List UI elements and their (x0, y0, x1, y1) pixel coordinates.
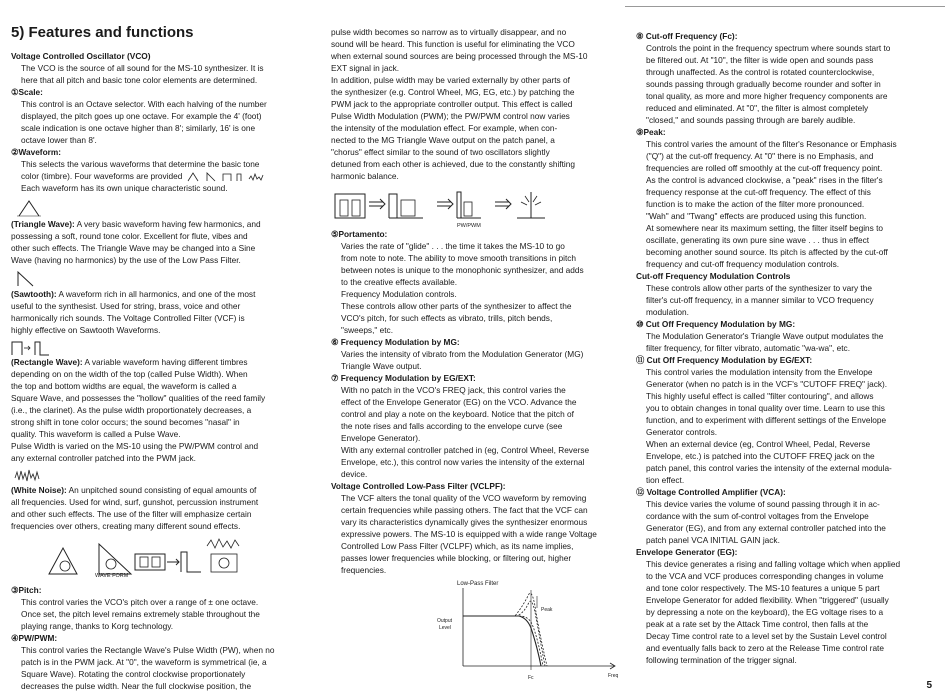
text-line: harmonic balance. (331, 171, 399, 181)
text-line: This highly useful effect is called "filter contouring", and allows (646, 391, 874, 401)
cf-eg-heading: ⑪ Cut Off Frequency Modulation by EG/EXT: (636, 355, 813, 365)
triangle-wave-icon (17, 198, 41, 218)
text-line: Generator (EG), and from any external controller patched into the (646, 523, 886, 533)
text-line: Each waveform has its own unique characteristic sound. (21, 183, 228, 193)
text-line: PWM jack to the appropriate controller output. This effect is called (331, 99, 573, 109)
text-line: Pulse Width is varied on the MS-10 using the PW/PWM control and (11, 441, 259, 451)
wave-form-drawing (11, 536, 311, 578)
text-line: This control varies the modulation intensity from the Envelope (646, 367, 873, 377)
text-line: when external sound sources are being processed through the MS-10 (331, 51, 588, 61)
text-line: sound will be heard. This function is useful for eliminating the VCO (331, 39, 575, 49)
text-line: This control varies the Rectangle Wave's Pulse Width (PW), when no (21, 645, 275, 655)
text-line: other such effects. The Triangle Wave may be changed into a Sine (11, 243, 256, 253)
page-number: 5 (926, 680, 932, 691)
text-line: The VCO is the source of all sound for the MS-10 synthesizer. It is (21, 63, 264, 73)
cfm-text (636, 282, 944, 318)
text-line: Square Wave). Rotating the control clockwise proportionately (21, 669, 246, 679)
text-line: VCO's pitch, for such effects as vibrato, trills, pitch bends, (341, 313, 553, 323)
lpf-fc-label: Fc (528, 675, 534, 681)
text-line: This device varies the volume of sound passing through it in ac- (646, 499, 880, 509)
text-line: following termination of the trigger signal. (646, 655, 797, 665)
rectangle-lead: (Rectangle Wave): (11, 357, 83, 367)
text-line: patch panel, this control varies the intensity of the external modula- (646, 463, 892, 473)
waveform-icons (185, 172, 275, 182)
fm-eg-heading: ⑦ Frequency Modulation by EG/EXT: (331, 373, 476, 383)
text-line: "Wah" and "Twang" effects are produced using this function. (646, 211, 867, 221)
waveform-text (11, 158, 311, 194)
pwpwm-text (11, 644, 311, 692)
text-line: filter frequency, for filter vibrato, automatic "wa-wa", etc. (646, 343, 851, 353)
section-title: 5) Features and functions (11, 24, 194, 41)
vcf-heading: Voltage Controlled Low-Pass Filter (VCLPF): (331, 481, 506, 491)
portamento-heading: ⑤Portamento: (331, 229, 388, 239)
text-line: to the creative effects available. (341, 277, 458, 287)
triangle-lead: (Triangle Wave): (11, 219, 75, 229)
text-line: between notes is unique to the monophonic synthesizer, and adds (341, 265, 584, 275)
wave-form-label: WAVE FORM (95, 573, 129, 579)
text-line: frequency response at the cut-off frequency. The effect of this (646, 187, 871, 197)
text-span: A variable waveform having different timbres (82, 357, 248, 367)
text-line: quality. This waveform is called a Pulse Wave. (11, 429, 181, 439)
top-rule (625, 6, 945, 7)
text-line: you to obtain changes in tonal quality over time. Learn to use this (646, 403, 885, 413)
text-line: by depressing a note on the keyboard), the EG voltage rises to a (646, 607, 884, 617)
triangle-paragraph (11, 218, 311, 230)
peak-heading: ⑨Peak: (636, 127, 666, 137)
text-line: function is to make the action of the filter more pronounced. (646, 199, 865, 209)
fm-mg-text (331, 348, 619, 372)
text-line: patch is in the PWM jack. At "0", the waveform is symmetrical (ie, a (21, 657, 267, 667)
portamento-text (331, 240, 619, 336)
pitch-heading: ③Pitch: (11, 585, 42, 595)
vca-heading: ⑫ Voltage Controlled Amplifier (VCA): (636, 487, 786, 497)
text-line: Once set, the pitch level remains extremely stable throughout the (21, 609, 260, 619)
text-line: highly effective on Sawtooth Waveforms. (11, 325, 161, 335)
text-line: pulse width becomes so narrow as to virtually disappear, and no (331, 27, 567, 37)
text-line: Envelope, etc.) is patched into the CUTOFF FREQ jack on the (646, 451, 875, 461)
scale-heading: ①Scale: (11, 87, 43, 97)
text-line: certain frequencies while passing others. The fact that the VCF can (341, 505, 588, 515)
text-line: any external controller patched into the PWM jack. (11, 453, 196, 463)
peak-text (636, 138, 944, 270)
text-line: Envelope Generator). (341, 433, 421, 443)
white-noise-icon (13, 468, 43, 484)
text-line: Envelope Generator for added flexibility. When "triggered" (usually (646, 595, 889, 605)
text-line: tonal quality, as more and more higher frequency components are (646, 91, 888, 101)
text-line: the intensity of the modulation effect. For example, when con- (331, 123, 558, 133)
cutoff-heading: ⑧ Cut-off Frequency (Fc): (636, 31, 738, 41)
text-span: A waveform rich in all harmonics, and one of the most (56, 289, 256, 299)
text-line: scale indication is one octave higher than 8'; similarly, 16' is one (21, 123, 256, 133)
text-line: cordance with the sum of-control voltages from the Envelope (646, 511, 869, 521)
cf-eg-text (636, 366, 944, 486)
text-line: function, and to experiment with different settings of the Envelope (646, 415, 887, 425)
text-line: effect of the Envelope Generator (EG) on the VCO. Advance the (341, 397, 577, 407)
text-line: Frequency Modulation controls. (341, 289, 457, 299)
text-line: the note rises and falls according to the envelope curve (see (341, 421, 563, 431)
text-line: here that all pitch and basic tone color elements are determined. (21, 75, 258, 85)
rectangle-paragraph (11, 356, 311, 368)
lpf-plot (459, 586, 619, 676)
text-line: filter's cut-off frequency, in a manner similar to VCO frequency (646, 295, 874, 305)
text-line: The VCF alters the tonal quality of the VCO waveform by removing (341, 493, 587, 503)
text-line: Varies the intensity of vibrato from the Modulation Generator (MG) (341, 349, 584, 359)
pwpwm-illustration (331, 186, 619, 229)
text-line: "closed," and sounds passing through are barely audible. (646, 115, 856, 125)
text-line: frequencies. (341, 565, 387, 575)
text-line: Square Wave, and possesses the "hollow" qualities of the reed family (11, 393, 266, 403)
text-line: ("Q") at the cut-off frequency. At "0" there is no Emphasis, and (646, 151, 874, 161)
text-line: These controls allow other parts of the synthesizer to vary the (646, 283, 872, 293)
text-line: octave lower than 8'. (21, 135, 97, 145)
text-line: Varies the rate of "glide" . . . the time it takes the MS-10 to go (341, 241, 565, 251)
text-line: playing range, thanks to Korg technology. (21, 621, 174, 631)
text-line: These controls allow other parts of the synthesizer to affect the (341, 301, 572, 311)
text-line: becoming another sound source. Its pitch is affected by the cut-off (646, 247, 888, 257)
text-line: Generator controls. (646, 427, 718, 437)
cfm-heading: Cut-off Frequency Modulation Controls (636, 271, 791, 281)
scale-text (11, 98, 311, 146)
text-line: The Modulation Generator's Triangle Wave output modulates the (646, 331, 884, 341)
text-line: and eventually falls back to zero at the Release Time control rate (646, 643, 884, 653)
text-line: This selects the various waveforms that determine the basic tone (21, 159, 260, 169)
text-line: Decay Time control rate to a level set by the Sustain Level control (646, 631, 887, 641)
text-line: "chorus" effect similar to the sound of two oscillators slightly (331, 147, 550, 157)
text-line: This control varies the VCO's pitch over a range of ± one octave. (21, 597, 259, 607)
text-line: harmonically rich sounds. The Voltage Controlled Filter (VCF) is (11, 313, 245, 323)
text-line: from note to note. The ability to move smooth transitions in pitch (341, 253, 577, 263)
fm-mg-heading: ⑥ Frequency Modulation by MG: (331, 337, 460, 347)
text-span: An unpitched sound consisting of equal amounts of (66, 485, 257, 495)
text-line (21, 170, 311, 182)
text-line: This control varies the amount of the filter's Resonance or Emphasis (646, 139, 897, 149)
text-line: oscillate, generating its own pure sine wave . . . thus in effect (646, 235, 870, 245)
text-span: A very basic waveform having few harmonics, and (74, 219, 261, 229)
text-line: This control is an Octave selector. With each halving of the number (21, 99, 267, 109)
pwpwm-heading: ④PW/PWM: (11, 633, 58, 643)
sawtooth-lead: (Sawtooth): (11, 289, 57, 299)
lpf-ylabel-2: Level (439, 625, 451, 631)
text-span: color (timbre). Four waveforms are provided (21, 171, 183, 181)
text-line: and tone color respectively. The MS-10 features a unique 5 part (646, 583, 880, 593)
text-line: depending on on the width of the top (called Pulse Width). When (11, 369, 248, 379)
vcf-text (331, 492, 619, 576)
text-line: be filtered out. At "10", the filter is wide open and sounds pass (646, 55, 874, 65)
eg-heading: Envelope Generator (EG): (636, 547, 738, 557)
text-line: As the control is advanced clockwise, a "peak" rises in the filter's (646, 175, 883, 185)
text-line: sounds passing through gradually become rounder and softer in (646, 79, 881, 89)
text-line: frequency and cut-off frequency modulation controls. (646, 259, 840, 269)
cf-mg-text (636, 330, 944, 354)
text-line: reduced and eliminated. At "0", the filter is almost completely (646, 103, 869, 113)
text-line: tion effect. (646, 475, 685, 485)
rectangle-wave-icon (11, 340, 51, 356)
text-line: Pulse Width Modulation (PWM); the PW/PWM control now varies (331, 111, 570, 121)
text-line: Generator (when no patch is in the VCF's "CUTOFF FREQ" jack). (646, 379, 888, 389)
text-line: "sweeps," etc. (341, 325, 394, 335)
text-line: useful to the synthesist. Used for string, brass, voice and other (11, 301, 241, 311)
text-line: and other such effects. The use of the filter will emphasize certain (11, 509, 252, 519)
vco-heading: Voltage Controlled Oscillator (VCO) (11, 51, 151, 61)
text-line: the top and bottom widths are equal, the waveform is called a (11, 381, 237, 391)
pitch-text (11, 596, 311, 632)
text-line: Controls the point in the frequency spectrum where sounds start to (646, 43, 891, 53)
wave-form-illustration (11, 536, 311, 578)
vca-text (636, 498, 944, 546)
text-line: vary its characteristics dynamically gives the synthesizer enormous (341, 517, 588, 527)
noise-lead: (White Noise): (11, 485, 67, 495)
text-line: strong shift in tone color occurs; the sound becomes "nasal" in (11, 417, 240, 427)
text-line: With any external controller patched in (eg, Control Wheel, Reverse (341, 445, 590, 455)
fm-eg-text (331, 384, 619, 480)
column-1 (11, 0, 311, 692)
text-line: frequencies over others, creating many different sound effects. (11, 521, 241, 531)
waveform-heading: ②Waveform: (11, 147, 62, 157)
column-3 (636, 30, 944, 666)
text-line: the synthesizer (e.g. Control Wheel, MG, EG, etc.) by patching the (331, 87, 575, 97)
lpf-peak-label: Peak (541, 607, 553, 613)
noise-paragraph (11, 484, 311, 496)
eg-text (636, 558, 944, 666)
text-line: expressive powers. The MS-10 is equipped with a wide range Voltage (341, 529, 597, 539)
text-line: all frequencies. Used for wind, surf, gunshot, percussion instrument (11, 497, 259, 507)
sawtooth-wave-icon (15, 270, 39, 288)
lpf-ylabel-1: Output (437, 618, 453, 624)
text-line: Envelope, etc.), this control now varies the intensity of the external (341, 457, 585, 467)
cutoff-text (636, 42, 944, 126)
text-line: nected to the MG Triangle Wave output on the patch panel, a (331, 135, 555, 145)
text-line: device. (341, 469, 368, 479)
text-line: control and play a note on the keyboard. Notice that the pitch of (341, 409, 574, 419)
text-line: (i.e., the clarinet). As the pulse width proportionately decreases, a (11, 405, 252, 415)
text-line: Controlled Low Pass Filter (VCLPF) which, as its name implies, (341, 541, 574, 551)
text-line: Wave (having no harmonics) by the use of the Low Pass Filter. (11, 255, 241, 265)
text-line: through unaffected. As the control is rotated counterclockwise, (646, 67, 875, 77)
text-line: Triangle Wave output. (341, 361, 422, 371)
cf-mg-heading: ⑩ Cut Off Frequency Modulation by MG: (636, 319, 796, 329)
pwpwm-label: PW/PWM (457, 223, 481, 229)
text-line: displayed, the pitch goes up one octave. For example the 4' (foot) (21, 111, 262, 121)
text-line: decreases the pulse width. Near the full clockwise position, the (21, 681, 252, 691)
text-line: In addition, pulse width may be varied externally by other parts of (331, 75, 570, 85)
text-line: With no patch in the VCO's FREQ jack, this control varies the (341, 385, 566, 395)
text-line: patch panel VCA INITIAL GAIN jack. (646, 535, 780, 545)
column-2 (331, 26, 619, 681)
lpf-freq-label: Freq (608, 673, 619, 679)
text-line: frequencies are rolled off smoothly at the cut-off frequency point. (646, 163, 883, 173)
text-line: passes lower frequencies while blocking, or filtering out, higher (341, 553, 572, 563)
lpf-title: Low-Pass Filter (457, 581, 499, 587)
text-line: modulation. (646, 307, 689, 317)
vco-intro (11, 62, 311, 86)
text-line: At somewhere near its maximum setting, the filter itself begins to (646, 223, 884, 233)
text-line: This device generates a rising and falling voltage which when applied (646, 559, 901, 569)
pwpwm-continued (331, 26, 619, 182)
text-line: When an external device (eg, Control Wheel, Pedal, Reverse (646, 439, 871, 449)
text-line: detuned from each other is achieved, due to the constantly shifting (331, 159, 575, 169)
text-line: EXT signal in jack. (331, 63, 400, 73)
text-line: peak at a rate set by the Attack Time control, then falls at the (646, 619, 869, 629)
sawtooth-paragraph (11, 288, 311, 300)
lowpass-filter-diagram (331, 578, 619, 681)
text-line: possessing a soft, round tone color. Excellent for flute, vibes and (11, 231, 248, 241)
text-line: to the VCA and VCF produces corresponding changes in volume (646, 571, 884, 581)
